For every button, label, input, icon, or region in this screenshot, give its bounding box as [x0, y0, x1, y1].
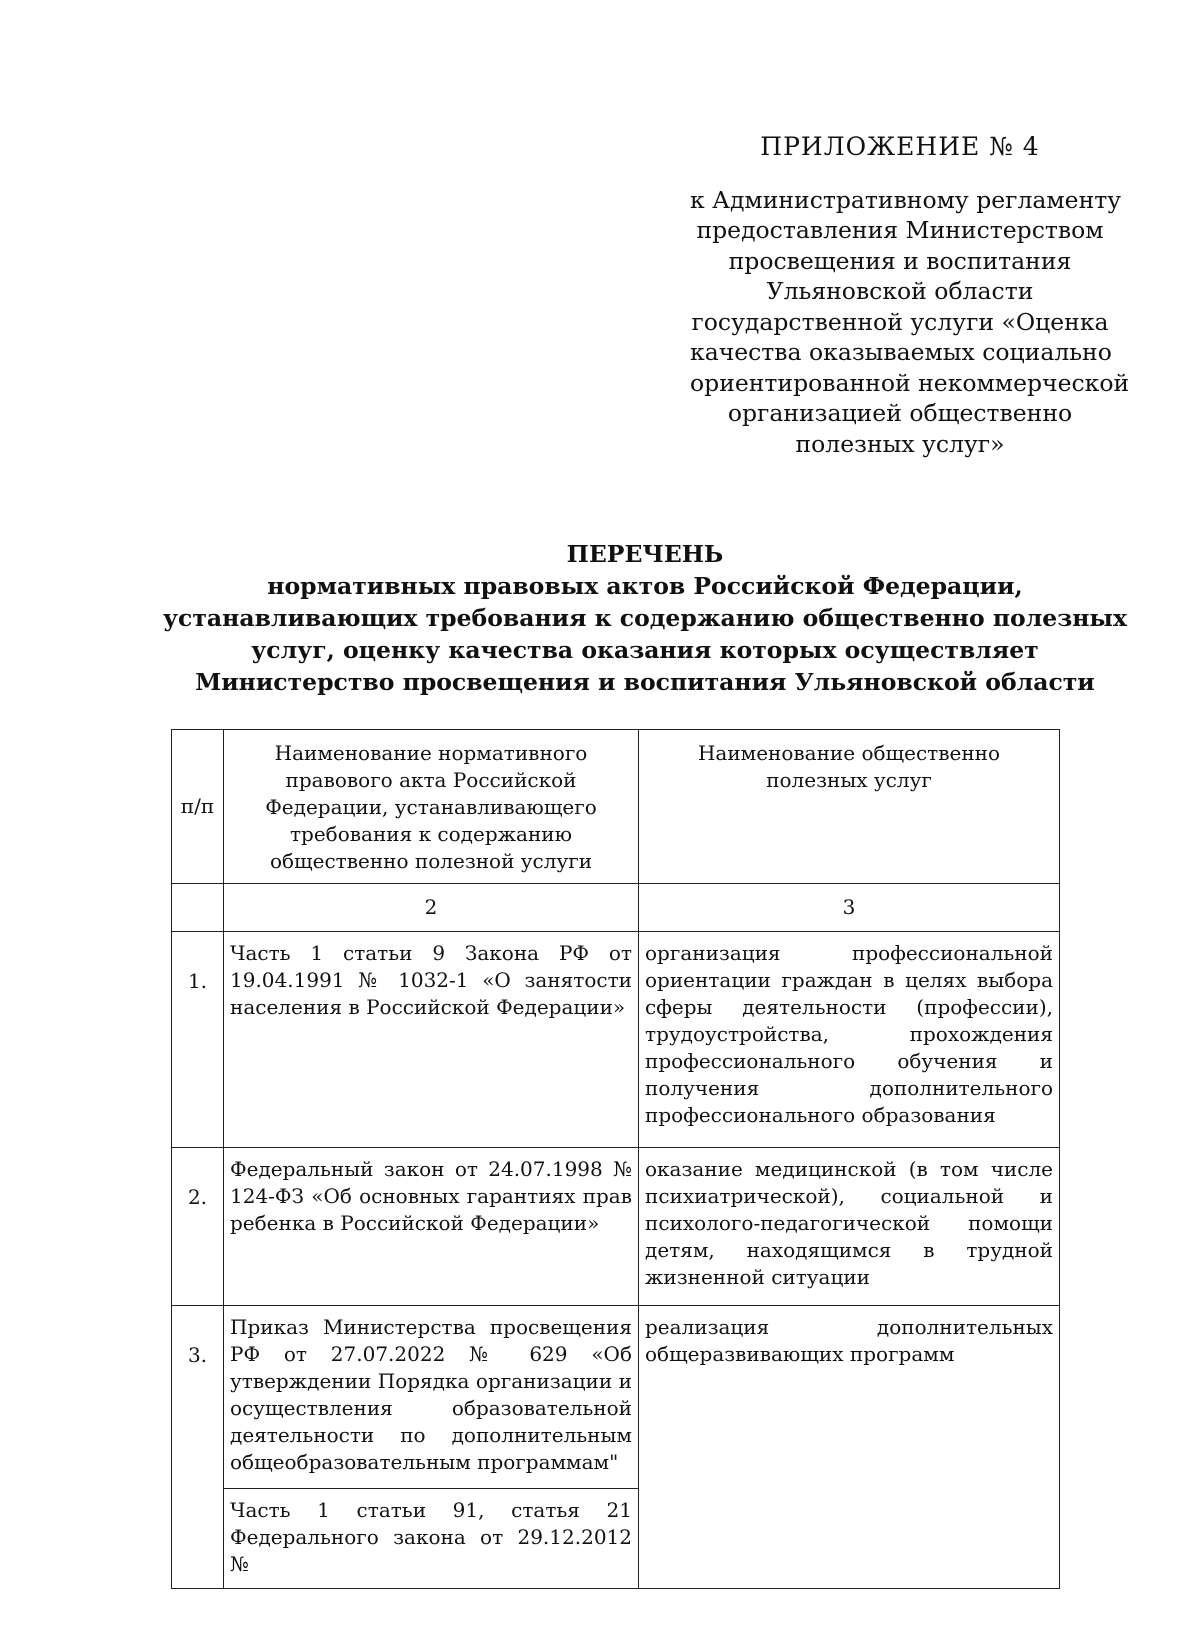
acts-table	[171, 729, 1060, 1589]
list-subtitle-line: Министерство просвещения и воспитания Ульяновской области	[195, 668, 1095, 696]
list-subtitle-line: услуг, оценку качества оказания которых осуществляет	[251, 636, 1039, 664]
table-header-row	[172, 730, 1060, 884]
appendix-line: ориентированной некоммерческой	[690, 368, 1130, 397]
list-title: ПЕРЕЧЕНЬ	[566, 540, 724, 568]
header-service-text: Наименование общественно полезных услуг	[697, 741, 1001, 792]
row-number	[172, 932, 224, 1148]
act-text: Федеральный закон от 24.07.1998 № 124-ФЗ «Об основных гарантиях прав ребенка в Российской Федерации»	[230, 1157, 632, 1235]
service-text: организация профессиональной ориентации граждан в целях выбора сферы деятельности (профессии), трудоустройства, прохождения профессионального обучения и получения дополнительного профессионального образования	[645, 941, 1053, 1127]
header-service	[639, 730, 1060, 884]
table-row	[172, 1148, 1060, 1306]
appendix-line: государственной услуги «Оценка	[691, 307, 1109, 336]
list-header	[150, 538, 1140, 698]
service-text: реализация дополнительных общеразвивающих программ	[645, 1315, 1053, 1366]
row-number-text: 1.	[187, 969, 208, 993]
act-text-continued: Часть 1 статьи 91, статья 21 Федерального закона от 29.12.2012 №	[230, 1498, 632, 1576]
appendix-line: предоставления Министерством	[696, 216, 1104, 244]
act-cell	[224, 932, 639, 1148]
appendix-block	[690, 132, 1130, 459]
row-number-text: 2.	[187, 1185, 208, 1209]
table-row	[172, 932, 1060, 1148]
appendix-line: качества оказываемых социально	[690, 338, 1112, 366]
list-subtitle-line: устанавливающих требования к содержанию общественно полезных	[163, 604, 1127, 632]
row-number-text: 3.	[187, 1343, 208, 1367]
header-act	[224, 730, 639, 884]
header-act-text: Наименование нормативного правового акта Российской Федерации, устанавливающего требования к содержанию общественно полезной услуги	[265, 741, 597, 873]
act-text: Приказ Министерства просвещения РФ от 27.07.2022 № 629 «Об утверждении Порядка организации и осуществления образовательной деятельности по дополнительным общеобразовательным программам"	[230, 1315, 632, 1474]
header-num: п/п	[172, 730, 224, 884]
column-number-num	[172, 884, 224, 932]
appendix-line: к Административному регламенту	[690, 185, 1122, 214]
list-subtitle-line: нормативных правовых актов Российской Федерации,	[267, 572, 1023, 600]
column-number-service: 3	[639, 884, 1060, 932]
appendix-line: Ульяновской области	[766, 277, 1034, 305]
appendix-line: организацией общественно	[727, 399, 1073, 427]
act-cell	[224, 1148, 639, 1306]
column-number-row	[172, 884, 1060, 932]
act-cell-continued	[224, 1489, 639, 1589]
service-cell	[639, 1306, 1060, 1589]
row-number	[172, 1306, 224, 1589]
service-cell	[639, 1148, 1060, 1306]
appendix-title: ПРИЛОЖЕНИЕ № 4	[760, 132, 1040, 161]
appendix-line: полезных услуг»	[795, 429, 1005, 458]
row-number	[172, 1148, 224, 1306]
service-cell	[639, 932, 1060, 1148]
column-number-act: 2	[224, 884, 639, 932]
act-cell	[224, 1306, 639, 1489]
act-text: Часть 1 статьи 9 Закона РФ от 19.04.1991 № 1032-1 «О занятости населения в Российской Федерации»	[230, 941, 632, 1019]
table-row	[172, 1306, 1060, 1489]
service-text: оказание медицинской (в том числе психиатрической), социальной и психолого-педагогической помощи детям, находящимся в трудной жизненной ситуации	[645, 1157, 1053, 1289]
appendix-line: просвещения и воспитания	[728, 246, 1072, 275]
